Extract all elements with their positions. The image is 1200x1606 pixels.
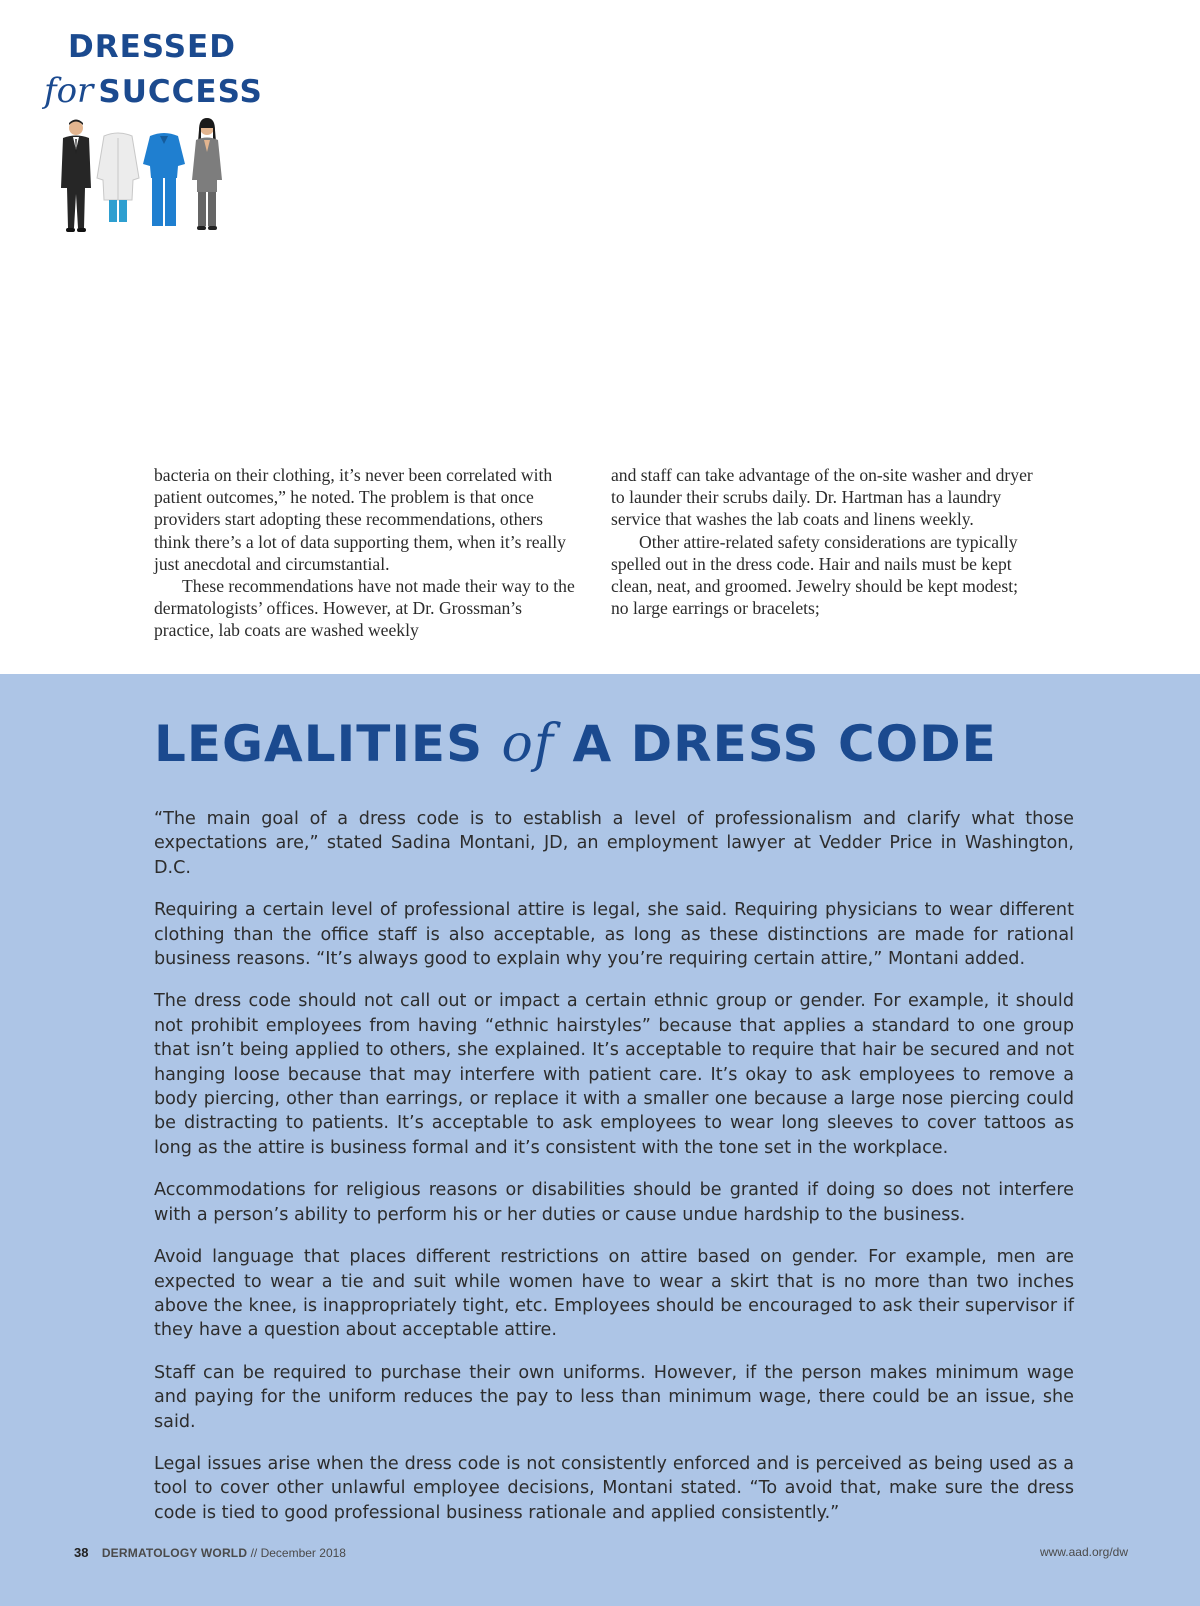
legal-paragraph-1: “The main goal of a dress code is to establish a level of professionalism and clarify what those expectations are,” stated Sadina Montani, JD, an employment lawyer at Vedder Price in Washington, D.C. — [154, 809, 1074, 878]
legal-paragraph-7: Legal issues arise when the dress code is not consistently enforced and is perceived as being used as a tool to cover other unlawful employee decisions, Montani stated. “To avoid that, make sure the dress code is tied to good professional business rationale and applied consistently.” — [154, 1453, 1074, 1523]
pantsuit-figure-icon — [192, 118, 222, 230]
legal-paragraph-4: Accommodations for religious reasons or disabilities should be granted if doing so does not interfere with a person’s ability to perform his or her duties or cause undue hardship to the business. — [154, 1180, 1074, 1225]
issue-date: December 2018 — [260, 1546, 346, 1560]
title-part-legalities: LEGALITIES — [154, 715, 484, 773]
title-part-dress-code: A DRESS CODE — [572, 715, 997, 773]
footer-separator: // — [250, 1546, 258, 1560]
right-column-paragraph-1: and staff can take advantage of the on-site washer and dryer to launder their scrubs daily. Dr. Hartman has a laundry service that washes the lab coats and linens weekly. — [611, 465, 1033, 530]
logo-line-for-success — [44, 71, 263, 111]
legal-paragraph-6: Staff can be required to purchase their own uniforms. However, if the person makes minimum wage and paying for the uniform reduces the pay to less than minimum wage, there could be an issue, she said. — [154, 1362, 1074, 1432]
logo-for-word: for — [44, 71, 94, 111]
article-body-columns — [154, 464, 1034, 642]
website-url: www.aad.org/dw — [1039, 1545, 1128, 1559]
logo-success-word: SUCCESS — [98, 74, 263, 110]
dressed-for-success-logo — [40, 29, 263, 245]
logo-line-dressed: DRESSED — [68, 29, 236, 65]
legal-paragraph-2: Requiring a certain level of professional attire is legal, she said. Requiring physicians to wear different clothing than the office staff is also acceptable, as long as these distinctions are made for rational business reasons. “It’s always good to explain why you’re requiring certain attire,” Montani added. — [154, 900, 1074, 970]
scrubs-icon — [143, 133, 185, 226]
article-column-right — [611, 464, 1034, 642]
title-of-word: of — [501, 714, 555, 774]
legalities-sidebar-panel — [0, 674, 1200, 1606]
legalities-title — [154, 714, 997, 774]
page-footer — [74, 1545, 1128, 1561]
lab-coat-icon — [97, 133, 139, 222]
attire-figures-illustration — [54, 116, 234, 268]
legal-paragraph-3: The dress code should not call out or impact a certain ethnic group or gender. For example, it should not prohibit employees from having “ethnic hairstyles” because that applies a standard to one group that isn’t being applied to others, she explained. It’s acceptable to require that hair be secured and not hanging loose because that may interfere with patient care. It’s okay to ask employees to remove a body piercing, other than earrings, or replace it with a smaller one because a large nose piercing could be distracting to patients. It’s acceptable to ask employees to wear long sleeves to cover tattoos as long as the attire is business formal and it’s consistent with the tone set in the workplace. — [154, 991, 1074, 1158]
legal-paragraph-5: Avoid language that places different restrictions on attire based on gender. For example, men are expected to wear a tie and suit while women have to wear a skirt that is no more than two inches above the knee, is inappropriately tight, etc. Employees should be encouraged to ask their supervisor if they have a question about acceptable attire. — [154, 1247, 1074, 1341]
magazine-name: DERMATOLOGY WORLD — [101, 1546, 248, 1560]
legalities-body — [154, 807, 1074, 1543]
left-column-paragraph-1: bacteria on their clothing, it’s never been correlated with patient outcomes,” he noted. The problem is that once providers start adopting these recommendations, others think there’s a lot of data supporting them, when it’s really just anecdotal and circumstantial. — [154, 465, 566, 574]
suit-figure-icon — [61, 120, 91, 233]
page-number: 38 — [74, 1545, 89, 1560]
article-column-left — [154, 464, 577, 642]
left-column-paragraph-2: These recommendations have not made their way to the dermatologists’ offices. However, at Dr. Grossman’s practice, lab coats are washed weekly — [154, 576, 575, 641]
right-column-paragraph-2: Other attire-related safety considerations are typically spelled out in the dress code. Hair and nails must be kept clean, neat, and groomed. Jewelry should be kept modest; no large earrings or bracelets; — [611, 531, 1018, 619]
